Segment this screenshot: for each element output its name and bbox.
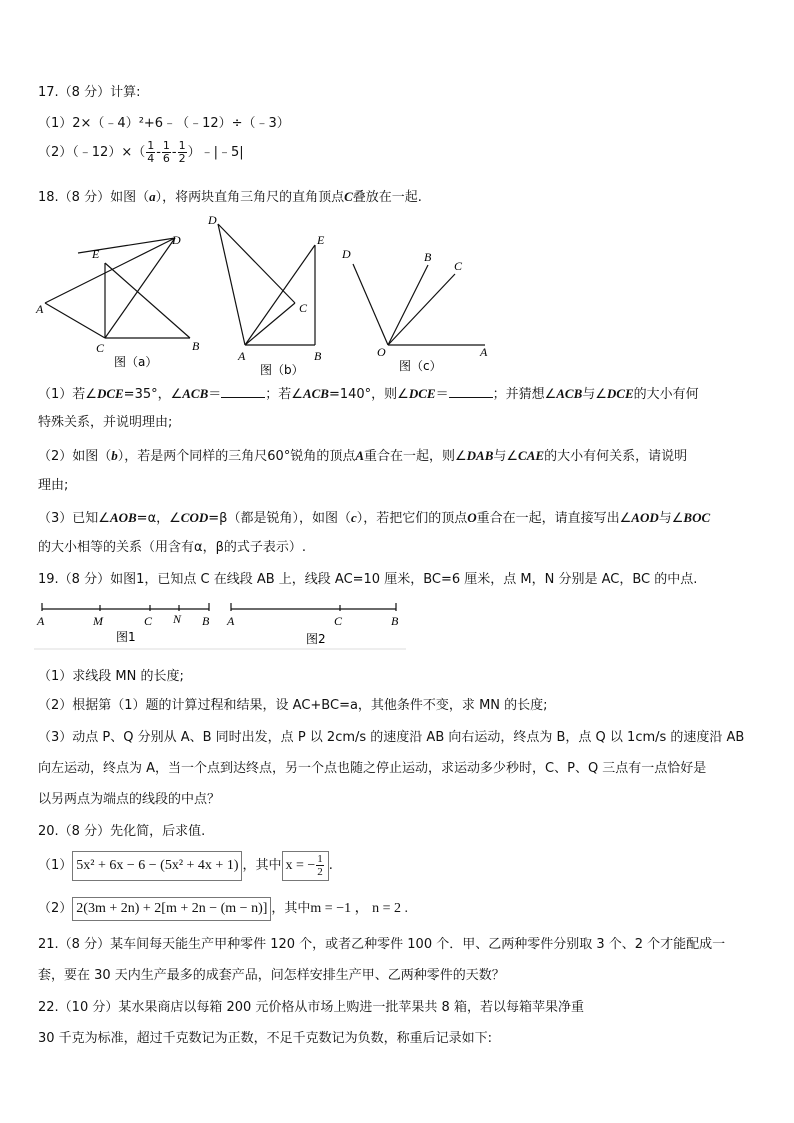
figure-a xyxy=(30,228,210,373)
fig-a-caption: 图（a） xyxy=(114,355,158,369)
fig-a-label-B: B xyxy=(192,339,200,353)
q20-part1-condition: x = − $\frac{1}{2}$ xyxy=(282,851,329,881)
fig-a-label-E: E xyxy=(92,247,100,261)
fraction-1-6: $\frac{1}{6}$ xyxy=(162,139,170,165)
q18-header: 18.（8 分）如图（a），将两块直角三角尺的直角顶点C叠放在一起. xyxy=(38,189,422,205)
fig1-label-A: A xyxy=(37,614,45,628)
q19-part3-line3: 以另两点为端点的线段的中点？ xyxy=(38,792,221,807)
q17-part2-suffix: ）﹣|﹣5| xyxy=(187,145,244,160)
q18-part3: （3）已知∠AOB=α，∠COD=β（都是锐角），如图（c），若把它们的顶点O重合在一起，请直接写出∠AOD与∠BOC xyxy=(38,510,711,526)
figure-b xyxy=(200,210,340,380)
fig-b-label-B: B xyxy=(314,349,322,363)
q19-part3-line1: （3）动点 P、Q 分别从 A、B 同时出发，点 P 以 2cm/s 的速度沿 AB 向右运动，终点为 B，点 Q 以 1cm/s 的速度沿 AB xyxy=(38,730,745,745)
q20-part1: （1） 5x² + 6x − 6 − (5x² + 4x + 1) ，其中 x = − $\frac{1}{2}$ . xyxy=(38,851,333,881)
q21-line1: 21.（8 分）某车间每天能生产甲种零件 120 个，或者乙种零件 100 个．甲、乙两种零件分别取 3 个、2 个才能配成一 xyxy=(38,937,726,952)
q22-line2: 30 千克为标准，超过千克数记为正数，不足千克数记为负数，称重后记录如下: xyxy=(38,1031,493,1046)
figure-c xyxy=(335,232,495,377)
answer-blank-1[interactable] xyxy=(221,385,265,398)
fig2-label-A: A xyxy=(227,614,235,628)
q19-part3-line2: 向左运动，终点为 A，当一个点到达终点，另一个点也随之停止运动，求运动多少秒时，C、P、Q 三点有一点恰好是 xyxy=(38,761,707,776)
fig-b-label-A: A xyxy=(238,349,246,363)
fraction-1-4: $\frac{1}{4}$ xyxy=(147,139,155,165)
fig2-label-B: B xyxy=(391,614,399,628)
q17-part1: （1）2×（﹣4）²+6﹣（﹣12）÷（﹣3） xyxy=(38,116,290,131)
q17-part2: （2）（﹣12）×（ $\frac{1}{4}$ - $\frac{1}{6}$ - $\frac{1}{2}$ ）﹣|﹣5| xyxy=(38,139,244,165)
fig1-label-B: B xyxy=(202,614,210,628)
q20-part2: （2） 2(3m + 2n) + 2[m + 2n − (m − n)] ，其中m = −1 ， n = 2 . xyxy=(38,897,408,921)
q18-part2: （2）如图（b），若是两个同样的三角尺60°锐角的顶点A重合在一起，则∠DAB与∠CAE的大小有何关系，请说明 xyxy=(38,448,688,464)
answer-blank-2[interactable] xyxy=(449,385,493,398)
q21-line2: 套，要在 30 天内生产最多的成套产品，问怎样安排生产甲、乙两种零件的天数？ xyxy=(38,968,505,983)
q19-part2: （2）根据第（1）题的计算过程和结果，设 AC+BC=a，其他条件不变，求 MN 的长度; xyxy=(38,698,548,713)
q20-header: 20.（8 分）先化简，后求值. xyxy=(38,824,206,839)
fig-c-label-B: B xyxy=(424,250,432,264)
fig2-label-C: C xyxy=(334,614,343,628)
fig-c-label-D: D xyxy=(342,247,351,261)
fig-c-label-C: C xyxy=(454,259,463,273)
q17-header: 17.（8 分）计算: xyxy=(38,85,141,100)
fig1-label-C: C xyxy=(144,614,153,628)
fig-b-caption: 图（b） xyxy=(260,363,304,377)
q18-part2-line2: 理由; xyxy=(38,478,69,493)
fig-c-label-O: O xyxy=(377,345,386,359)
q20-part2-expression: 2(3m + 2n) + 2[m + 2n − (m − n)] xyxy=(72,897,271,921)
fig-b-label-C: C xyxy=(299,301,308,315)
fig-a-label-D: D xyxy=(172,233,181,247)
q18-part3-line2: 的大小相等的关系（用含有α，β的式子表示）. xyxy=(38,540,306,555)
fig-a-label-C: C xyxy=(96,341,105,355)
fig-a-label-A: A xyxy=(36,302,44,316)
fraction-1-2: $\frac{1}{2}$ xyxy=(178,139,186,165)
fig-c-caption: 图（c） xyxy=(399,359,442,373)
fig-b-label-E: E xyxy=(317,233,325,247)
q22-line1: 22.（10 分）某水果商店以每箱 200 元价格从市场上购进一批苹果共 8 箱，若以每箱苹果净重 xyxy=(38,1000,584,1015)
fig1-label-M: M xyxy=(93,614,103,628)
q18-part1-line2: 特殊关系，并说明理由; xyxy=(38,415,173,430)
q19-header: 19.（8 分）如图1，已知点 C 在线段 AB 上，线段 AC=10 厘米，BC=6 厘米，点 M，N 分别是 AC，BC 的中点. xyxy=(38,572,698,587)
fig1-caption: 图1 xyxy=(116,630,136,644)
q20-part1-expression: 5x² + 6x − 6 − (5x² + 4x + 1) xyxy=(72,851,242,881)
fig1-label-N: N xyxy=(173,612,182,626)
q17-part2-prefix: （2）（﹣12）×（ xyxy=(38,145,146,160)
fig2-caption: 图2 xyxy=(306,632,326,646)
fig-b-label-D: D xyxy=(208,213,217,227)
q19-part1: （1）求线段 MN 的长度; xyxy=(38,669,184,684)
q18-part1: （1）若∠DCE=35°，∠ACB＝ ；若∠ACB=140°，则∠DCE＝ ；并猜想∠ACB与∠DCE的大小有何 xyxy=(38,386,699,402)
q19-figures xyxy=(34,597,406,651)
q20-part2-condition: m = −1 ， n = 2 . xyxy=(310,901,408,916)
fig-c-label-A: A xyxy=(480,345,488,359)
